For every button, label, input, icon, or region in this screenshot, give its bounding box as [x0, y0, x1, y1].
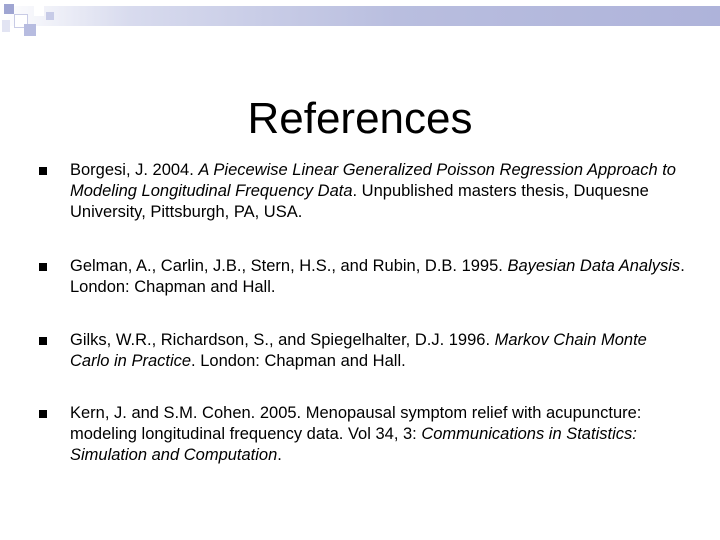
reference-publication: . London: Chapman and Hall. — [70, 257, 685, 296]
reference-publication: . — [277, 446, 282, 464]
decorative-square — [4, 4, 14, 14]
reference-text — [70, 330, 690, 372]
reference-authors-year: Kern, J. and S.M. Cohen. 2005. Menopausal symptom relief with acupuncture: modeling longitudinal frequency data. Vol 34, 3: — [70, 404, 642, 443]
decorative-square — [46, 12, 54, 20]
decorative-square — [34, 6, 44, 16]
reference-publication: . Unpublished masters thesis, Duquesne University, Pittsburgh, PA, USA. — [70, 182, 649, 221]
reference-work-title: Markov Chain Monte Carlo in Practice — [70, 331, 647, 370]
reference-text — [70, 160, 690, 223]
reference-publication: . London: Chapman and Hall. — [191, 352, 406, 370]
square-bullet-icon — [39, 167, 47, 175]
decorative-square — [2, 20, 10, 32]
reference-authors-year: Borgesi, J. 2004. — [70, 161, 199, 179]
slide-title: References — [247, 94, 473, 144]
reference-authors-year: Gilks, W.R., Richardson, S., and Spiegelhalter, D.J. 1996. — [70, 331, 495, 349]
reference-work-title: Bayesian Data Analysis — [507, 257, 681, 275]
square-bullet-icon — [39, 410, 47, 418]
header-band — [0, 6, 720, 26]
decorative-square — [24, 24, 36, 36]
reference-text — [70, 256, 690, 298]
reference-work-title: Communications in Statistics: Simulation and Computation — [70, 425, 637, 464]
reference-work-title: A Piecewise Linear Generalized Poisson Regression Approach to Modeling Longitudinal Frequency Data — [70, 161, 676, 200]
reference-authors-year: Gelman, A., Carlin, J.B., Stern, H.S., and Rubin, D.B. 1995. — [70, 257, 508, 275]
square-bullet-icon — [39, 263, 47, 271]
reference-text — [70, 403, 690, 466]
square-bullet-icon — [39, 337, 47, 345]
